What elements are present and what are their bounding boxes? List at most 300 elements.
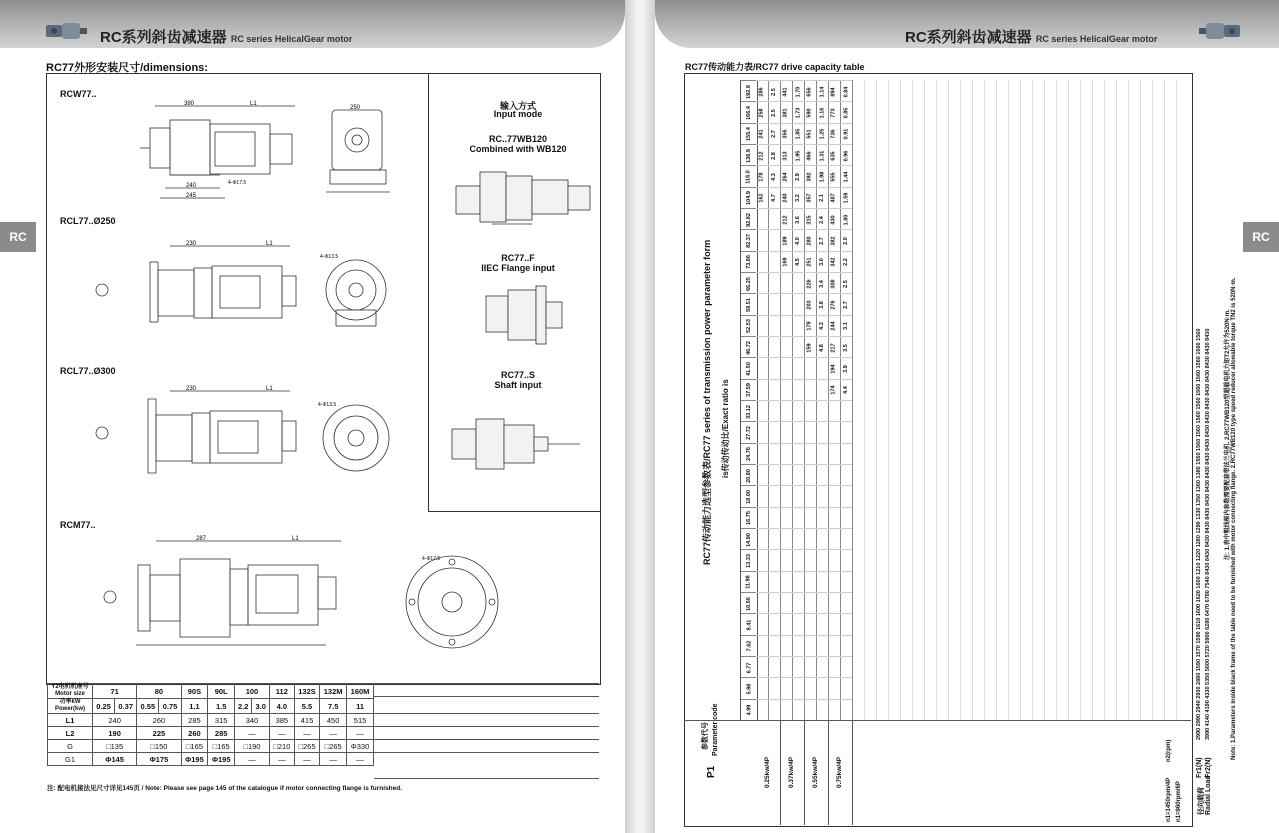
table-cell	[792, 272, 804, 294]
table-cell	[816, 613, 828, 635]
ratio-cell: 116.0	[741, 165, 757, 187]
table-cell	[768, 251, 780, 273]
table-cell	[792, 549, 804, 571]
table-cell: 2.1	[816, 187, 828, 209]
svg-text:380: 380	[184, 101, 195, 107]
capacity-table-title: RC77传动能力表/RC77 drive capacity table	[685, 62, 865, 72]
table-cell	[828, 613, 840, 635]
table-cell	[792, 507, 804, 529]
table-cell	[780, 315, 792, 337]
table-cell	[756, 421, 768, 443]
n1-6p-label: n1=960rpm/6P	[1176, 781, 1182, 822]
dimension-note: 注: 配电机接法见尺寸详见145页 / Note: Please see page 145 of the catalogue if motor connecting flange is furnished.	[47, 785, 403, 792]
table-cell: 1.44	[840, 165, 852, 187]
table-cell: 308	[828, 272, 840, 294]
rcm-flange-drawing	[396, 546, 506, 656]
svg-text:L1: L1	[266, 386, 273, 392]
table-cell	[804, 656, 816, 678]
fr1-values: 2990 2990 2940 2930 2880 1590 1570 1590 1610 1600 1620 1600 1210 1220 1280 1290 1330 1350 1360 1380 1560 1560 1560 1560 1560 1560 1560 1560 1560 1560	[1196, 328, 1202, 740]
table-cell	[780, 635, 792, 657]
table-cell: 2.7	[840, 293, 852, 315]
table-cell	[840, 421, 852, 443]
table-cell: 4.8	[816, 336, 828, 358]
svg-text:240: 240	[186, 183, 197, 189]
table-cell	[780, 336, 792, 358]
ratio-cell: 14.90	[741, 528, 757, 550]
param-label-en: Parameter code	[712, 703, 719, 756]
input-wb120-subtitle: Combined with WB120	[469, 144, 567, 154]
table-cell	[756, 336, 768, 358]
table-cell: 2.9	[792, 165, 804, 187]
table-cell	[828, 677, 840, 699]
table-cell: 1.31	[816, 144, 828, 166]
table-cell: 280	[804, 229, 816, 251]
ratio-cell: 16.75	[741, 507, 757, 529]
table-cell: 656	[804, 80, 816, 102]
table-cell	[840, 592, 852, 614]
table-row: Y2电机机座号 Motor size 71 80 90S 90L 100 112 132S 132M 160M	[48, 684, 374, 699]
table-cell: 2.8	[768, 144, 780, 166]
table-cell: 251	[804, 251, 816, 273]
table-cell	[768, 357, 780, 379]
table-cell: 2.0	[840, 229, 852, 251]
rcl250-flange-drawing	[320, 250, 395, 335]
table-cell	[792, 528, 804, 550]
table-cell: 1.95	[792, 144, 804, 166]
ratio-cell: 4.99	[741, 699, 757, 721]
table-cell	[768, 336, 780, 358]
table-cell	[768, 677, 780, 699]
table-cell	[828, 507, 840, 529]
table-cell: 313	[780, 144, 792, 166]
side-tab-right[interactable]: RC	[1243, 222, 1279, 252]
table-cell: 203	[804, 293, 816, 315]
table-cell: 773	[828, 101, 840, 123]
table-cell: 1.16	[816, 101, 828, 123]
p1-label: P1	[706, 765, 717, 778]
rcw-front-drawing	[326, 104, 396, 199]
table-cell	[816, 677, 828, 699]
table-cell	[840, 571, 852, 593]
svg-text:287: 287	[196, 536, 207, 542]
svg-text:4-Φ13.5: 4-Φ13.5	[320, 254, 339, 260]
table-cell	[780, 400, 792, 422]
svg-text:245: 245	[186, 193, 197, 199]
table-cell	[804, 592, 816, 614]
ratio-cell: 155.4	[741, 123, 757, 145]
table-cell	[828, 443, 840, 465]
table-cell	[780, 443, 792, 465]
table-cell	[756, 400, 768, 422]
table-cell: 1.73	[792, 101, 804, 123]
gear-motor-icon	[44, 20, 88, 42]
table-cell	[768, 528, 780, 550]
table-cell	[804, 464, 816, 486]
table-cell: 356	[780, 123, 792, 145]
table-cell: 3.6	[792, 208, 804, 230]
view-label-rcl250: RCL77..Ø250	[60, 216, 116, 226]
table-cell	[804, 571, 816, 593]
table-cell	[804, 443, 816, 465]
table-row: L2 190 225 260 285 — — — — —	[48, 727, 374, 740]
table-cell	[840, 613, 852, 635]
table-cell: 0.96	[840, 144, 852, 166]
table-cell: 4.7	[768, 187, 780, 209]
table-cell	[768, 208, 780, 230]
table-cell	[792, 464, 804, 486]
table-cell	[768, 549, 780, 571]
ratio-cell: 46.72	[741, 336, 757, 358]
table-cell: 244	[828, 315, 840, 337]
capacity-rotated-title: RC77传动能力选型参数表/RC77 series of transmission power parameter form	[702, 239, 712, 565]
ratio-cell: 7.62	[741, 635, 757, 657]
table-cell	[756, 699, 768, 721]
svg-text:4-Φ17.5: 4-Φ17.5	[228, 180, 247, 186]
table-row: G1 Φ145 Φ175 Φ195 Φ195 — — — — —	[48, 753, 374, 766]
table-cell: 1.25	[816, 123, 828, 145]
table-cell	[756, 507, 768, 529]
ratio-cell: 11.98	[741, 571, 757, 593]
table-cell: 226	[804, 272, 816, 294]
table-cell	[768, 571, 780, 593]
table-cell	[804, 613, 816, 635]
table-cell	[756, 613, 768, 635]
table-cell: 169	[780, 251, 792, 273]
table-cell: 1.70	[792, 80, 804, 102]
table-cell	[756, 443, 768, 465]
table-cell	[792, 699, 804, 721]
table-cell: 2.5	[840, 272, 852, 294]
table-cell	[816, 571, 828, 593]
table-cell: 2.5	[768, 101, 780, 123]
table-cell	[816, 507, 828, 529]
table-cell	[804, 357, 816, 379]
table-cell	[828, 421, 840, 443]
table-cell	[828, 485, 840, 507]
table-cell	[804, 379, 816, 401]
table-cell	[840, 443, 852, 465]
table-cell: 276	[828, 293, 840, 315]
table-cell	[780, 677, 792, 699]
table-cell: 3.0	[816, 251, 828, 273]
capacity-column	[1164, 80, 1177, 720]
power-label: 功率kW Power(kw)	[48, 699, 93, 714]
svg-text:230: 230	[186, 241, 197, 247]
table-cell: 4.0	[792, 229, 804, 251]
table-cell	[768, 613, 780, 635]
table-cell: 4.4	[840, 379, 852, 401]
table-cell	[768, 507, 780, 529]
table-cell: 430	[828, 208, 840, 230]
table-cell	[816, 400, 828, 422]
table-cell: 0.85	[840, 101, 852, 123]
table-cell	[768, 443, 780, 465]
fr2-label: Fr2(N)	[1205, 757, 1212, 778]
table-cell: 264	[780, 165, 792, 187]
table-cell: 2.5	[768, 80, 780, 102]
capacity-note-cn: 注: 1.表中粗线框内参数需要配套带法兰电机. 2.RC77WB120型超载电机力矩T2允许为520N·m.	[1225, 309, 1231, 560]
ratio-label: is传动传动比/Exact ratio is	[721, 379, 730, 478]
table-cell: 551	[804, 123, 816, 145]
motor-dimension-table	[47, 683, 374, 766]
table-cell: 357	[804, 187, 816, 209]
ratio-cell: 166.4	[741, 101, 757, 123]
table-cell	[756, 293, 768, 315]
table-cell	[840, 549, 852, 571]
power-row-label: 0.55kw/4P	[804, 720, 829, 825]
table-cell	[768, 379, 780, 401]
input-shaft-title: RC77..S	[500, 370, 535, 380]
table-cell: 217	[828, 336, 840, 358]
table-cell	[780, 656, 792, 678]
gear-motor-icon	[1198, 20, 1242, 42]
table-cell	[780, 507, 792, 529]
svg-text:4-Φ17.5: 4-Φ17.5	[422, 556, 441, 562]
table-cell: 3.8	[816, 293, 828, 315]
motor-size-label: Y2电机机座号 Motor size	[48, 684, 93, 699]
table-cell	[756, 656, 768, 678]
table-cell	[816, 485, 828, 507]
rcl300-side-drawing	[90, 385, 300, 480]
table-cell	[756, 251, 768, 273]
table-cell	[792, 315, 804, 337]
input-flange-title: RC77..F	[501, 253, 535, 263]
table-cell	[792, 656, 804, 678]
table-cell	[780, 464, 792, 486]
table-cell	[792, 379, 804, 401]
table-cell: 555	[828, 165, 840, 187]
table-cell: 2.4	[816, 208, 828, 230]
table-cell: 2.2	[840, 251, 852, 273]
table-cell	[840, 635, 852, 657]
ratio-cell: 13.33	[741, 549, 757, 571]
table-cell	[756, 208, 768, 230]
ratio-cell: 82.37	[741, 229, 757, 251]
capacity-note-en: Note: 1.Parameters inside black frame of the table need to be furnished with motor connecting flange. 2.RC77WB120 type speed reducer allowable torque TN2 is 520N·m.	[1231, 277, 1237, 760]
table-cell	[768, 421, 780, 443]
table-cell: 174	[828, 379, 840, 401]
table-cell: 315	[804, 208, 816, 230]
table-cell	[804, 507, 816, 529]
table-cell	[780, 485, 792, 507]
table-cell	[756, 677, 768, 699]
table-cell: 2.7	[768, 123, 780, 145]
table-cell	[816, 699, 828, 721]
table-cell: 466	[804, 144, 816, 166]
input-mode-title-cn: 输入方式	[499, 101, 536, 111]
svg-text:4-Φ13.5: 4-Φ13.5	[318, 402, 337, 408]
table-cell	[828, 699, 840, 721]
table-cell	[768, 464, 780, 486]
table-cell: 159	[804, 336, 816, 358]
table-cell	[768, 635, 780, 657]
ratio-cell: 73.86	[741, 251, 757, 273]
table-cell	[780, 613, 792, 635]
flange-input-drawing	[480, 280, 570, 350]
svg-text:L1: L1	[250, 101, 257, 107]
table-cell: 178	[756, 165, 768, 187]
ratio-cell: 24.76	[741, 443, 757, 465]
table-cell: 0.84	[840, 80, 852, 102]
table-cell	[792, 635, 804, 657]
table-cell	[780, 528, 792, 550]
ratio-cell: 92.82	[741, 208, 757, 230]
page-gutter	[625, 0, 655, 833]
input-shaft-subtitle: Shaft input	[494, 380, 542, 390]
power-row-label: 0.75kw/4P	[828, 720, 853, 825]
table-cell	[804, 400, 816, 422]
svg-text:230: 230	[186, 386, 197, 392]
table-cell: 635	[828, 144, 840, 166]
table-cell	[792, 357, 804, 379]
left-page	[0, 0, 625, 833]
table-cell	[756, 528, 768, 550]
table-cell	[792, 443, 804, 465]
ratio-cell: 6.77	[741, 656, 757, 678]
table-row: 功率kW Power(kw) 0.25 0.37 0.55 0.75 1.1 1.5 2.2 3.0 4.0 5.5 7.5 11	[48, 699, 374, 714]
ratio-cell: 104.9	[741, 187, 757, 209]
table-cell	[816, 443, 828, 465]
table-cell	[792, 677, 804, 699]
ratio-cell: 27.72	[741, 421, 757, 443]
ratio-cell: 59.51	[741, 293, 757, 315]
shaft-input-drawing	[448, 405, 588, 485]
table-cell	[792, 592, 804, 614]
ratio-cell: 52.53	[741, 315, 757, 337]
table-cell	[768, 656, 780, 678]
table-cell: 240	[780, 187, 792, 209]
table-cell	[804, 635, 816, 657]
table-cell	[780, 592, 792, 614]
table-cell	[828, 400, 840, 422]
table-cell: 392	[804, 165, 816, 187]
table-cell: 894	[828, 80, 840, 102]
table-cell	[780, 293, 792, 315]
table-cell: 179	[804, 315, 816, 337]
side-tab-left[interactable]: RC	[0, 222, 36, 252]
table-cell: 590	[804, 101, 816, 123]
dimensions-section-title: RC77外形安装尺寸/dimensions:	[46, 62, 208, 74]
table-cell	[756, 379, 768, 401]
table-cell	[756, 464, 768, 486]
table-cell	[840, 464, 852, 486]
table-cell	[756, 592, 768, 614]
table-cell	[804, 528, 816, 550]
svg-text:L1: L1	[266, 241, 273, 247]
ratio-cell: 136.9	[741, 144, 757, 166]
table-cell	[780, 379, 792, 401]
ratio-cell: 10.56	[741, 592, 757, 614]
ratio-cell: 66.25	[741, 272, 757, 294]
table-cell: 3.2	[792, 187, 804, 209]
view-label-rcw: RCW77..	[60, 89, 97, 99]
table-cell: 286	[756, 80, 768, 102]
table-cell: 1.98	[816, 165, 828, 187]
power-row-label: 0.25kw/4P	[756, 720, 781, 825]
table-cell	[792, 485, 804, 507]
ratio-cell: 8.41	[741, 613, 757, 635]
table-cell: 3.1	[840, 315, 852, 337]
table-cell: 162	[756, 187, 768, 209]
ratio-cell: 37.59	[741, 379, 757, 401]
table-cell: 3.4	[816, 272, 828, 294]
table-cell	[816, 357, 828, 379]
table-cell	[828, 656, 840, 678]
input-wb120-title: RC..77WB120	[488, 134, 548, 144]
table-cell	[840, 677, 852, 699]
table-cell	[816, 421, 828, 443]
ratio-cell: 41.50	[741, 357, 757, 379]
table-cell	[828, 464, 840, 486]
table-cell	[804, 549, 816, 571]
table-cell	[816, 549, 828, 571]
table-cell	[792, 293, 804, 315]
capacity-grid	[756, 80, 1186, 720]
table-cell	[816, 635, 828, 657]
table-cell	[840, 400, 852, 422]
table-cell: 382	[828, 229, 840, 251]
wb120-drawing	[452, 162, 594, 237]
power-row-label: 0.37kw/4P	[780, 720, 805, 825]
input-flange-subtitle: IIEC Flange input	[481, 263, 555, 273]
svg-text:250: 250	[350, 105, 361, 111]
table-cell	[768, 315, 780, 337]
table-cell: 2.7	[816, 229, 828, 251]
param-label-cn: 参数代号	[702, 722, 709, 750]
table-cell: 3.5	[840, 336, 852, 358]
table-row: G □135 □150 □165 □165 □190 □210 □265 □265 Φ330	[48, 740, 374, 753]
table-cell	[780, 571, 792, 593]
table-cell: 4.5	[792, 251, 804, 273]
table-cell	[792, 421, 804, 443]
table-cell	[780, 699, 792, 721]
table-cell	[756, 315, 768, 337]
table-cell	[828, 571, 840, 593]
table-cell	[840, 485, 852, 507]
ratio-cell: 18.00	[741, 485, 757, 507]
radial-load-en: Radial Load	[1205, 775, 1212, 815]
table-cell: 487	[828, 187, 840, 209]
table-cell	[756, 635, 768, 657]
table-cell	[780, 272, 792, 294]
rcm-side-drawing	[96, 535, 346, 665]
table-cell: 342	[828, 251, 840, 273]
ratio-cell: 192.8	[741, 80, 757, 102]
table-cell: 212	[780, 208, 792, 230]
rcl300-flange-drawing	[318, 398, 398, 483]
table-cell: 736	[828, 123, 840, 145]
table-cell	[756, 272, 768, 294]
table-cell	[756, 485, 768, 507]
svg-text:L1: L1	[292, 536, 299, 542]
table-cell	[768, 272, 780, 294]
ratio-cell: 5.98	[741, 677, 757, 699]
table-cell	[768, 229, 780, 251]
table-cell: 212	[756, 144, 768, 166]
table-cell: 258	[756, 101, 768, 123]
fr2-values: 3990 4140 4190 4330 5350 5600 5720 5900 6280 6470 6780 7540 8430 8430 8430 8430 8430 8430 8430 8430 8430 8430 8430 8430 8430 8430 8430 8430 8430 8430	[1205, 328, 1211, 740]
table-cell	[792, 613, 804, 635]
table-cell: 189	[780, 229, 792, 251]
table-cell	[840, 507, 852, 529]
table-cell: 381	[780, 101, 792, 123]
table-cell	[780, 549, 792, 571]
left-header-title: RC系列斜齿减速器 RC series HelicalGear motor	[100, 29, 353, 46]
table-cell	[792, 571, 804, 593]
table-cell	[828, 635, 840, 657]
fr1-label: Fr1(N)	[1196, 757, 1203, 778]
table-cell	[780, 421, 792, 443]
